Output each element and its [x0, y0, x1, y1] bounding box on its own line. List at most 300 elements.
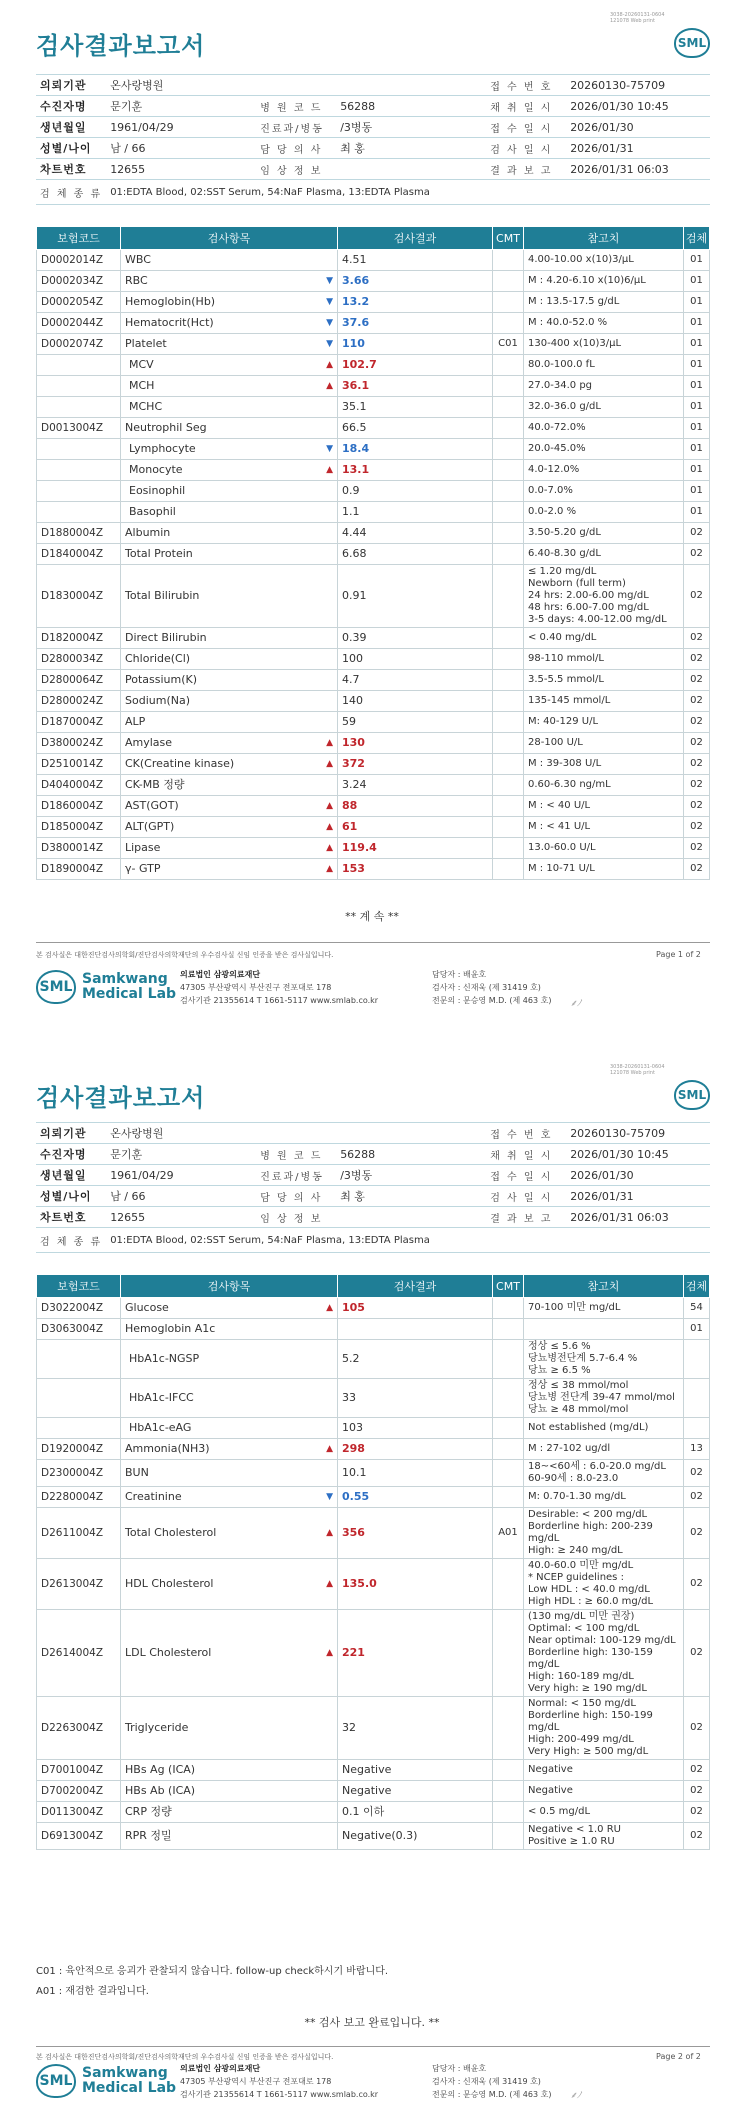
table-row [37, 334, 710, 355]
table-row [37, 565, 710, 628]
high-flag-icon: ▲ [326, 465, 333, 475]
test-name: HDL Cholesterol [125, 1577, 214, 1590]
result-value: 10.1 [338, 1460, 493, 1487]
patient-name: 문기훈 [106, 1144, 256, 1165]
result-value: 140 [338, 691, 493, 712]
cmt-code [493, 271, 524, 292]
cmt-code [493, 1418, 524, 1439]
result-value: 4.7 [338, 670, 493, 691]
insurance-code: D2800024Z [37, 691, 121, 712]
divider [36, 942, 710, 943]
table-row [37, 1802, 710, 1823]
test-name-cell [121, 250, 338, 271]
result-value: 102.7 [338, 355, 493, 376]
specimen-code: 02 [684, 796, 710, 817]
specimen-code: 01 [684, 481, 710, 502]
test-name: Neutrophil Seg [125, 421, 207, 434]
table-row [37, 313, 710, 334]
report-time: 2026/01/31 06:03 [566, 1207, 710, 1228]
note-a01: A01 : 재검한 결과입니다. [36, 1986, 149, 1997]
reference-range: M : 10-71 U/L [524, 859, 684, 880]
info-label: 접 수 번 호 [486, 75, 566, 96]
report-page-2 [0, 1052, 744, 2104]
result-value: 35.1 [338, 397, 493, 418]
test-name-cell [121, 292, 338, 313]
cmt-code [493, 502, 524, 523]
specialist: 전문의 : 문승영 M.D. (제 463 호) [432, 996, 552, 1005]
test-name: LDL Cholesterol [125, 1646, 212, 1659]
specimen-code: 01 [684, 271, 710, 292]
info-label: 성별/나이 [36, 138, 106, 159]
low-flag-icon: ▼ [326, 297, 333, 307]
contact: 검사기관 21355614 T 1661-5117 www.smlab.co.kr [180, 996, 379, 1005]
lab-name: Medical Lab [82, 986, 177, 1002]
info-label: 병 원 코 드 [256, 1144, 336, 1165]
low-flag-icon: ▼ [326, 444, 333, 454]
cmt-code [493, 355, 524, 376]
reference-range: M : 39-308 U/L [524, 754, 684, 775]
col-header: 참고치 [524, 1275, 684, 1298]
test-name: HBs Ag (ICA) [125, 1763, 196, 1776]
reference-range: 135-145 mmol/L [524, 691, 684, 712]
table-row [37, 1460, 710, 1487]
clinical-info [336, 1207, 486, 1228]
test-name: MCHC [129, 400, 163, 413]
result-value: 59 [338, 712, 493, 733]
sml-logo-icon: SML [36, 970, 76, 1004]
test-name: Basophil [129, 505, 176, 518]
insurance-code: D0002034Z [37, 271, 121, 292]
lab-name: Samkwang [82, 971, 168, 987]
table-row [37, 418, 710, 439]
test-name-cell [121, 460, 338, 481]
table-row [37, 859, 710, 880]
specimen-code: 02 [684, 1760, 710, 1781]
info-label: 담 당 의 사 [256, 138, 336, 159]
reference-range: 70-100 미만 mg/dL [524, 1298, 684, 1319]
test-name-cell [121, 670, 338, 691]
table-row [37, 502, 710, 523]
specimen-code: 01 [684, 418, 710, 439]
test-name: Ammonia(NH3) [125, 1442, 210, 1455]
specimen-code: 02 [684, 859, 710, 880]
table-row [37, 754, 710, 775]
test-name-cell [121, 397, 338, 418]
reference-range: M : < 40 U/L [524, 796, 684, 817]
cmt-code: A01 [493, 1508, 524, 1559]
examiner: 검사자 : 신재욱 (제 31419 호) [432, 2077, 541, 2086]
specimen-code: 01 [684, 292, 710, 313]
sml-logo: SML [674, 1080, 710, 1110]
hospital-code: 56288 [336, 1144, 486, 1165]
comment-notes [36, 1962, 388, 2002]
specimen-code [684, 1418, 710, 1439]
page-title: 검사결과보고서 [36, 32, 206, 60]
info-label: 생년월일 [36, 117, 106, 138]
result-value: 356 [338, 1508, 493, 1559]
table-row [37, 1760, 710, 1781]
result-value: 0.39 [338, 628, 493, 649]
info-label: 성별/나이 [36, 1186, 106, 1207]
cmt-code [493, 1487, 524, 1508]
test-name-cell [121, 1418, 338, 1439]
info-label: 채 취 일 시 [486, 96, 566, 117]
cmt-code [493, 859, 524, 880]
test-name: Lipase [125, 841, 161, 854]
test-name: CK(Creatine kinase) [125, 757, 235, 770]
lab-address [180, 968, 378, 1007]
info-label: 차트번호 [36, 1207, 106, 1228]
test-name: Total Cholesterol [125, 1526, 217, 1539]
reference-range: Negative [524, 1760, 684, 1781]
test-name-cell [121, 502, 338, 523]
table-row [37, 1340, 710, 1379]
specimen-types: 01:EDTA Blood, 02:SST Serum, 54:NaF Plasma, 13:EDTA Plasma [106, 180, 710, 205]
col-header: 보험코드 [37, 227, 121, 250]
test-name-cell [121, 838, 338, 859]
test-name-cell [121, 271, 338, 292]
reference-range: 3.50-5.20 g/dL [524, 523, 684, 544]
table-row [37, 1508, 710, 1559]
test-name-cell [121, 334, 338, 355]
reference-range: M: 40-129 U/L [524, 712, 684, 733]
result-value: 5.2 [338, 1340, 493, 1379]
table-row [37, 775, 710, 796]
table-row [37, 292, 710, 313]
insurance-code: D1890004Z [37, 859, 121, 880]
insurance-code [37, 397, 121, 418]
reference-range: 80.0-100.0 fL [524, 355, 684, 376]
high-flag-icon: ▲ [326, 822, 333, 832]
lab-logo [36, 970, 176, 1004]
test-date: 2026/01/31 [566, 1186, 710, 1207]
result-value: 298 [338, 1439, 493, 1460]
insurance-code: D3800024Z [37, 733, 121, 754]
insurance-code: D4040004Z [37, 775, 121, 796]
result-value: 372 [338, 754, 493, 775]
reference-range: M: 0.70-1.30 mg/dL [524, 1487, 684, 1508]
cmt-code [493, 1439, 524, 1460]
cmt-code [493, 1760, 524, 1781]
test-name-cell [121, 439, 338, 460]
info-label: 생년월일 [36, 1165, 106, 1186]
clinical-info [336, 159, 486, 180]
reference-range [524, 1319, 684, 1340]
info-label: 차트번호 [36, 159, 106, 180]
result-value: 6.68 [338, 544, 493, 565]
insurance-code: D2263004Z [37, 1697, 121, 1760]
accession-number: 20260130-75709 [566, 1123, 710, 1144]
address: 47305 부산광역시 부산진구 전포대로 178 [180, 2077, 332, 2086]
table-row [37, 649, 710, 670]
specimen-code: 02 [684, 670, 710, 691]
reference-range: 0.60-6.30 ng/mL [524, 775, 684, 796]
specimen-code: 02 [684, 1460, 710, 1487]
result-value [338, 1319, 493, 1340]
page-title: 검사결과보고서 [36, 1084, 206, 1112]
info-label: 담 당 의 사 [256, 1186, 336, 1207]
specimen-code: 02 [684, 1802, 710, 1823]
cmt-code [493, 292, 524, 313]
col-header: 검사항목 [121, 1275, 338, 1298]
col-header: CMT [493, 227, 524, 250]
table-row [37, 1439, 710, 1460]
test-name-cell [121, 418, 338, 439]
test-name-cell [121, 1781, 338, 1802]
specimen-code: 02 [684, 628, 710, 649]
test-name: MCV [129, 358, 154, 371]
accreditation-note: 본 검사실은 대한진단검사의학회/진단검사의학재단의 우수검사실 신임 인증을 받은 검사실입니다. [36, 951, 334, 959]
lab-name: Medical Lab [82, 2080, 177, 2096]
result-value: 103 [338, 1418, 493, 1439]
cmt-code [493, 691, 524, 712]
test-name-cell [121, 712, 338, 733]
result-value: 153 [338, 859, 493, 880]
specimen-code: 02 [684, 733, 710, 754]
result-value: 105 [338, 1298, 493, 1319]
test-name-cell [121, 691, 338, 712]
test-name: BUN [125, 1466, 149, 1479]
hospital-code: 56288 [336, 96, 486, 117]
specimen-code: 02 [684, 775, 710, 796]
high-flag-icon: ▲ [326, 759, 333, 769]
cmt-code [493, 1781, 524, 1802]
reference-range: 40.0-72.0% [524, 418, 684, 439]
table-row [37, 397, 710, 418]
table-row [37, 817, 710, 838]
hospital-name: 온사랑병원 [106, 1123, 256, 1144]
result-value: Negative [338, 1781, 493, 1802]
cmt-code [493, 1697, 524, 1760]
results-table [36, 226, 710, 880]
test-name: Monocyte [129, 463, 183, 476]
specimen-code: 02 [684, 1610, 710, 1697]
specimen-code: 01 [684, 376, 710, 397]
specimen-code: 02 [684, 1487, 710, 1508]
specimen-code: 01 [684, 313, 710, 334]
reference-range: Negative < 1.0 RU Positive ≥ 1.0 RU [524, 1823, 684, 1850]
sex-age: 남 / 66 [106, 1186, 256, 1207]
insurance-code: D3022004Z [37, 1298, 121, 1319]
cmt-code [493, 376, 524, 397]
result-value: 3.66 [338, 271, 493, 292]
test-name: γ- GTP [125, 862, 161, 875]
reference-range: Negative [524, 1781, 684, 1802]
print-code: 3038-20260131-0604 121078 Web print [610, 1064, 665, 1076]
doctor: 최 홍 [336, 138, 486, 159]
test-name-cell [121, 523, 338, 544]
result-value: 88 [338, 796, 493, 817]
low-flag-icon: ▼ [326, 339, 333, 349]
cmt-code [493, 754, 524, 775]
specialist: 전문의 : 문승영 M.D. (제 463 호) [432, 2090, 552, 2099]
insurance-code: D0002044Z [37, 313, 121, 334]
page-number: Page 1 of 2 [656, 950, 701, 959]
insurance-code: D2800034Z [37, 649, 121, 670]
insurance-code: D2510014Z [37, 754, 121, 775]
cmt-code [493, 649, 524, 670]
test-name-cell [121, 1697, 338, 1760]
patient-name: 문기훈 [106, 96, 256, 117]
specimen-code: 02 [684, 1559, 710, 1610]
test-name: Chloride(Cl) [125, 652, 191, 665]
result-value: 18.4 [338, 439, 493, 460]
continued-note: ** 계 속 ** [345, 910, 399, 923]
insurance-code: D2613004Z [37, 1559, 121, 1610]
print-code: 3038-20260131-0604 121078 Web print [610, 12, 665, 24]
signatures [432, 968, 551, 1007]
test-name: Direct Bilirubin [125, 631, 207, 644]
table-row [37, 1697, 710, 1760]
high-flag-icon: ▲ [326, 381, 333, 391]
info-label: 진료과/병동 [256, 117, 336, 138]
table-row [37, 460, 710, 481]
completed-note: ** 검사 보고 완료입니다. ** [304, 2016, 440, 2029]
reference-range: 4.00-10.00 x(10)3/μL [524, 250, 684, 271]
table-row [37, 796, 710, 817]
reference-range: M : < 41 U/L [524, 817, 684, 838]
results-table [36, 1274, 710, 1850]
result-value: 33 [338, 1379, 493, 1418]
reference-range: 40.0-60.0 미만 mg/dL * NCEP guidelines : Low HDL : < 40.0 mg/dL High HDL : ≥ 60.0 mg/dL [524, 1559, 684, 1610]
col-header: 검사결과 [338, 1275, 493, 1298]
insurance-code [37, 355, 121, 376]
specimen-code: 02 [684, 817, 710, 838]
reference-range: 98-110 mmol/L [524, 649, 684, 670]
reference-range: 0.0-2.0 % [524, 502, 684, 523]
reference-range: M : 13.5-17.5 g/dL [524, 292, 684, 313]
test-name-cell [121, 775, 338, 796]
high-flag-icon: ▲ [326, 1444, 333, 1454]
info-label: 접 수 일 시 [486, 117, 566, 138]
insurance-code: D2800064Z [37, 670, 121, 691]
high-flag-icon: ▲ [326, 1579, 333, 1589]
result-value: 130 [338, 733, 493, 754]
divider [36, 2046, 710, 2047]
insurance-code: D0013004Z [37, 418, 121, 439]
test-name: Lymphocyte [129, 442, 196, 455]
info-label: 수진자명 [36, 96, 106, 117]
cmt-code [493, 460, 524, 481]
reference-range: Normal: < 150 mg/dL Borderline high: 150-199 mg/dL High: 200-499 mg/dL Very High: ≥ 500 mg/dL [524, 1697, 684, 1760]
hospital-name: 온사랑병원 [106, 75, 256, 96]
result-value: 4.51 [338, 250, 493, 271]
table-row [37, 670, 710, 691]
insurance-code: D1870004Z [37, 712, 121, 733]
info-label: 진료과/병동 [256, 1165, 336, 1186]
high-flag-icon: ▲ [326, 843, 333, 853]
specimen-code: 01 [684, 439, 710, 460]
info-label: 검 체 종 류 [36, 180, 106, 205]
cmt-code [493, 250, 524, 271]
reference-range: < 0.40 mg/dL [524, 628, 684, 649]
table-row [37, 691, 710, 712]
reference-range: 18~<60세 : 6.0-20.0 mg/dL 60-90세 : 8.0-23.0 [524, 1460, 684, 1487]
cmt-code [493, 544, 524, 565]
test-name-cell [121, 1379, 338, 1418]
test-name-cell [121, 1610, 338, 1697]
insurance-code [37, 460, 121, 481]
col-header: 검사항목 [121, 227, 338, 250]
result-value: 0.91 [338, 565, 493, 628]
test-name: Hemoglobin A1c [125, 1322, 216, 1335]
specimen-code: 02 [684, 1781, 710, 1802]
reference-range: 20.0-45.0% [524, 439, 684, 460]
specimen-code: 01 [684, 250, 710, 271]
test-name-cell [121, 733, 338, 754]
insurance-code: D1830004Z [37, 565, 121, 628]
info-label: 결 과 보 고 [486, 159, 566, 180]
table-row [37, 1379, 710, 1418]
insurance-code: D1850004Z [37, 817, 121, 838]
test-name-cell [121, 1439, 338, 1460]
specimen-code: 02 [684, 691, 710, 712]
high-flag-icon: ▲ [326, 738, 333, 748]
specimen-code: 02 [684, 1508, 710, 1559]
test-name-cell [121, 1460, 338, 1487]
cmt-code [493, 838, 524, 859]
insurance-code [37, 1379, 121, 1418]
test-name: Sodium(Na) [125, 694, 190, 707]
test-name: Hematocrit(Hct) [125, 316, 214, 329]
test-name: HbA1c-IFCC [129, 1391, 194, 1404]
cmt-code [493, 1559, 524, 1610]
table-row [37, 1610, 710, 1697]
reference-range: 4.0-12.0% [524, 460, 684, 481]
cmt-code [493, 712, 524, 733]
report-time: 2026/01/31 06:03 [566, 159, 710, 180]
test-name-cell [121, 628, 338, 649]
test-name-cell [121, 355, 338, 376]
result-value: 0.55 [338, 1487, 493, 1508]
responsible: 담당자 : 배윤호 [432, 2064, 487, 2073]
insurance-code [37, 1418, 121, 1439]
insurance-code: D2614004Z [37, 1610, 121, 1697]
specimen-code: 01 [684, 334, 710, 355]
test-name: ALP [125, 715, 146, 728]
table-row [37, 628, 710, 649]
info-label: 병 원 코 드 [256, 96, 336, 117]
test-name-cell [121, 481, 338, 502]
cmt-code [493, 775, 524, 796]
test-name-cell [121, 376, 338, 397]
table-row [37, 544, 710, 565]
reference-range: ≤ 1.20 mg/dL Newborn (full term) 24 hrs: 2.00-6.00 mg/dL 48 hrs: 6.00-7.00 mg/dL 3-5 days: 4.00-12.00 mg/dL [524, 565, 684, 628]
low-flag-icon: ▼ [326, 1492, 333, 1502]
cmt-code [493, 1802, 524, 1823]
insurance-code: D2280004Z [37, 1487, 121, 1508]
insurance-code [37, 1340, 121, 1379]
contact: 검사기관 21355614 T 1661-5117 www.smlab.co.kr [180, 2090, 379, 2099]
test-name: Hemoglobin(Hb) [125, 295, 216, 308]
table-row [37, 1559, 710, 1610]
reference-range: 정상 ≤ 5.6 % 당뇨병전단계 5.7-6.4 % 당뇨 ≥ 6.5 % [524, 1340, 684, 1379]
specimen-code: 01 [684, 1319, 710, 1340]
specimen-code [684, 1340, 710, 1379]
test-name: Total Protein [125, 547, 193, 560]
reference-range: M : 40.0-52.0 % [524, 313, 684, 334]
reference-range: < 0.5 mg/dL [524, 1802, 684, 1823]
test-name: WBC [125, 253, 151, 266]
result-value: Negative [338, 1760, 493, 1781]
result-value: 3.24 [338, 775, 493, 796]
test-name-cell [121, 1823, 338, 1850]
cmt-code [493, 1298, 524, 1319]
sex-age: 남 / 66 [106, 138, 256, 159]
cmt-code [493, 1823, 524, 1850]
received-date: 2026/01/30 [566, 117, 710, 138]
table-row [37, 481, 710, 502]
